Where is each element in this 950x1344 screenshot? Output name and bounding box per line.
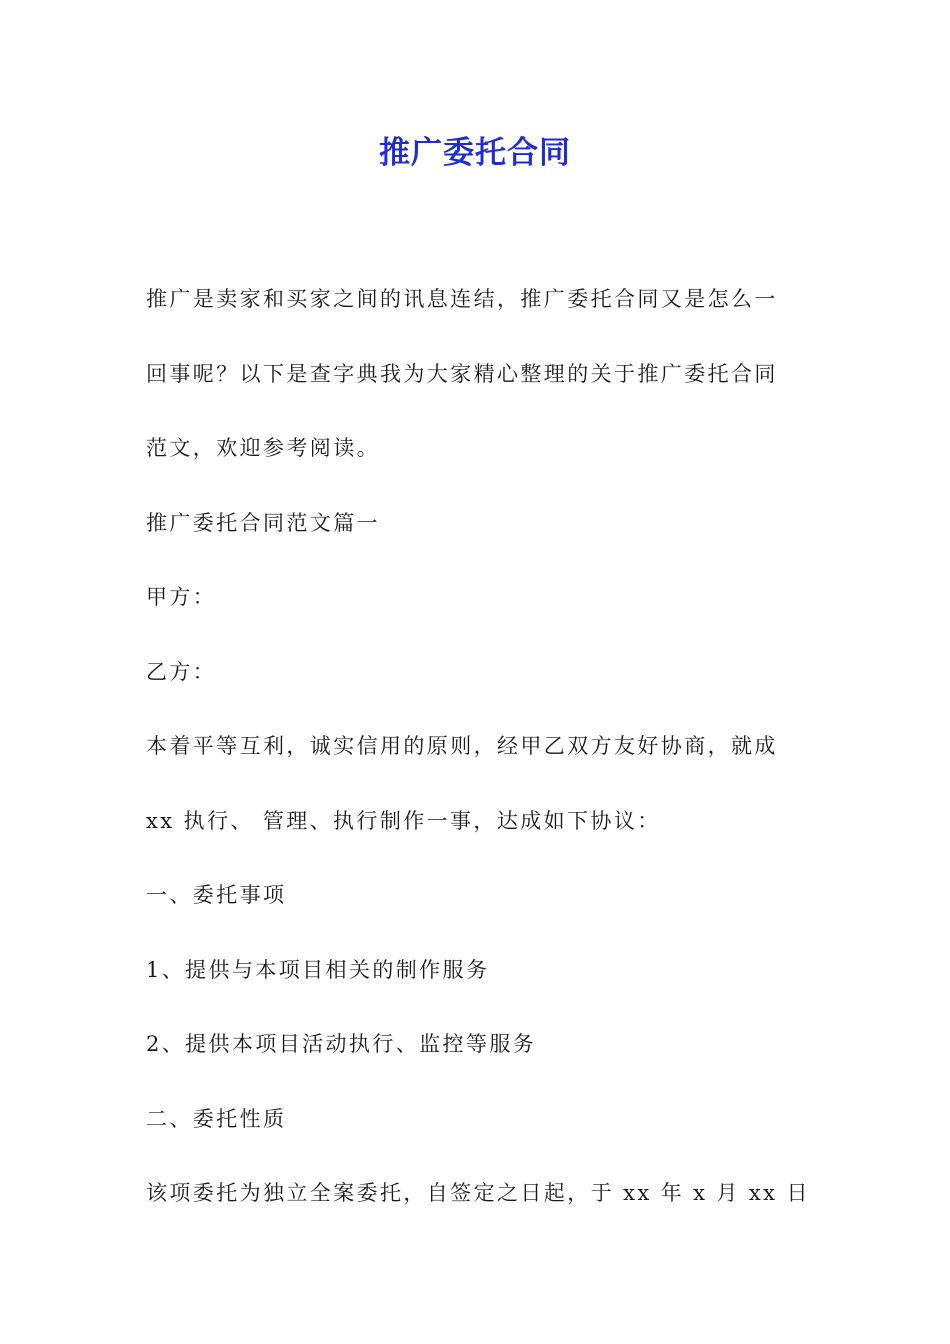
intro-line-2: 回事呢？以下是查字典我为大家精心整理的关于推广委托合同	[146, 361, 778, 386]
clause-heading-1: 一、委托事项	[146, 883, 287, 907]
clause-item-1: 1、提供与本项目相关的制作服务	[146, 957, 490, 982]
document-title: 推广委托合同	[379, 135, 571, 171]
clause-heading-2: 二、委托性质	[146, 1106, 287, 1131]
document-body	[146, 262, 810, 1231]
party-b-label: 乙方：	[146, 659, 217, 684]
intro-line-3: 范文，欢迎参考阅读。	[146, 436, 380, 460]
clause-text-line: 该项委托为独立全案委托，自签定之日起，于 xx 年 x 月 xx 日	[146, 1181, 810, 1205]
intro-line-1: 推广是卖家和买家之间的讯息连结，推广委托合同又是怎么一	[146, 287, 778, 311]
section-heading: 推广委托合同范文篇一	[146, 510, 380, 535]
party-a-label: 甲方：	[146, 585, 217, 609]
clause-item-2: 2、提供本项目活动执行、监控等服务	[146, 1032, 537, 1056]
preamble-line-2: xx 执行、 管理、执行制作一事，达成如下协议：	[146, 808, 661, 833]
preamble-line-1: 本着平等互利，诚实信用的原则，经甲乙双方友好协商，就成	[146, 734, 778, 758]
